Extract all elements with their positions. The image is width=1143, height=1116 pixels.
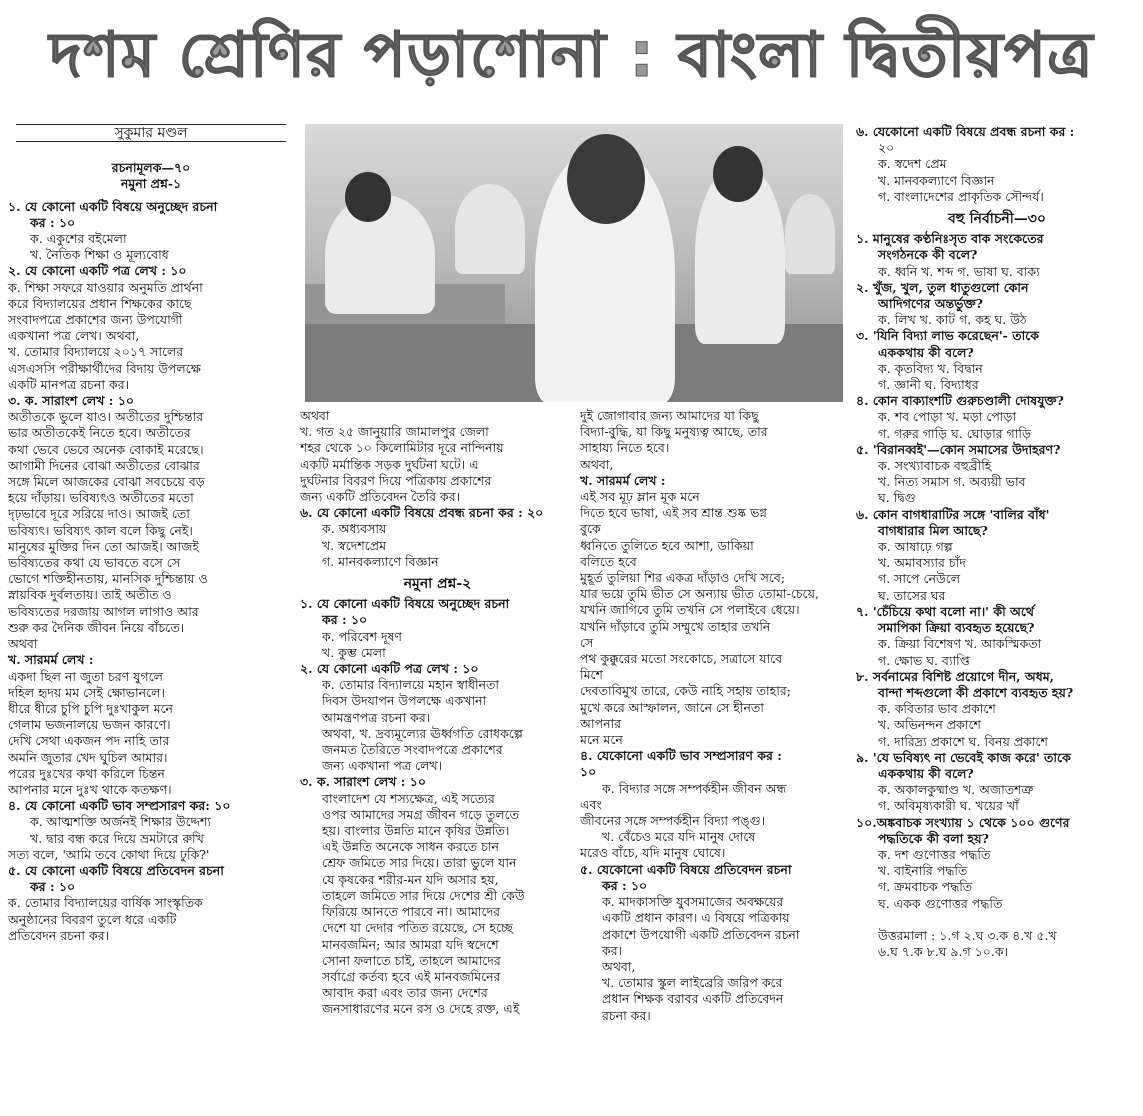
- column-4: [856, 124, 1138, 960]
- author-name: সুকুমার মণ্ডল: [114, 125, 188, 141]
- text-line: দহিল হৃদয় মম সেই ক্ষোভানলে।: [8, 684, 165, 700]
- text-line: বিদ্যা-বুদ্ধি, যা কিছু মনুষ্যত্ব আছে, তার: [580, 424, 768, 440]
- set-heading: নমুনা প্রশ্ন-১: [120, 176, 182, 192]
- question-line: ১০: [580, 764, 597, 780]
- question-line: ৫. যেকোনো একটি বিষয়ে প্রতিবেদন রচনা: [580, 861, 792, 877]
- text-line: দিবস উদযাপন উপলক্ষে একখানা: [322, 693, 487, 709]
- text-line: সে: [580, 634, 594, 650]
- text-line: খ. অভিনন্দন প্রকাশে: [878, 717, 981, 733]
- question-line: এককথায় কী বলে?: [878, 344, 974, 360]
- question-line: বাগধারার মিল আছে?: [878, 522, 988, 538]
- text-line: যখনি জাগিবে তুমি তখনি সে পলাইবে ধেয়ে।: [580, 602, 800, 618]
- text-line: মানবজমিন; আর আমরা যদি স্বদেশে: [322, 936, 499, 952]
- text-line: একদা ছিল না জুতা চরণ যুগলে: [8, 668, 163, 684]
- text-line: এই সব মূঢ় ম্লান মূক মনে: [580, 489, 700, 505]
- question-line: সংগঠনকে কী বলে?: [878, 247, 978, 263]
- text-line: ক. শব পোড়া খ. মড়া পোড়া: [878, 409, 1017, 425]
- text-line: অথবা: [300, 408, 330, 423]
- text-line: গ. মানবকল্যাণে বিজ্ঞান: [322, 553, 439, 569]
- column-1: [8, 124, 294, 944]
- text-line: ক. তোমার বিদ্যালয়ে মহান স্বাধীনতা: [322, 677, 500, 693]
- question-line: ১. যে কোনো একটি বিষয়ে অনুচ্ছেদ রচনা: [300, 596, 510, 612]
- text-line: ক. আত্মশক্তি অর্জনই শিক্ষার উদ্দেশ্য: [30, 814, 211, 830]
- text-line: পথ কুক্কুরের মতো সংকোচে, সত্রাসে যাবে: [580, 651, 783, 667]
- column-1-body: [8, 199, 294, 944]
- text-line: দেবতাবিমুখ তারে, কেউ নাহি সহায় তাহার;: [580, 683, 791, 699]
- text-line: সর্বাগ্রে কর্তব্য হবে এই মানবজমিনের: [322, 968, 501, 984]
- text-line: সাহায্য নিতে হবে।: [580, 440, 670, 456]
- text-line: ক. কবিতার ভাব প্রকাশে: [878, 701, 996, 717]
- text-line: দৃঢ়ভাবে দূরে সরিয়ে দাও। আজই তো: [8, 506, 190, 522]
- text-line: ঘ. তাসের ঘর: [878, 587, 946, 603]
- text-line: উত্তরমালা : ১.গ ২.ঘ ৩.ক ৪.খ ৫.খ: [878, 927, 1057, 943]
- author-rule-bottom: [16, 141, 286, 142]
- question-line: ৩. 'যিনি বিদ্যা লাভ করেছেন'- তাকে: [856, 328, 1039, 344]
- text-line: দেখি সেথা একজন পদ নাহি তার: [8, 733, 170, 749]
- text-line: ক. পরিবেশ দূষণ: [322, 628, 402, 644]
- text-line: ক. অধ্যবসায়: [322, 521, 387, 537]
- text-line: দেশে যা দেদার পতিত রয়েছে, সে হচ্ছে: [322, 920, 513, 936]
- text-line: যে কৃষকের শরীর-মন যদি অসার হয়,: [322, 871, 499, 887]
- text-line: আবাদ করা এবং তার জন্য দেশের: [322, 985, 488, 1001]
- text-line: ক. তোমার বিদ্যালয়ের বার্ষিক সাংস্কৃতিক: [8, 895, 203, 911]
- text-line: সোনা ফলাতে চাই, তাহলে আমাদের: [322, 952, 501, 968]
- text-line: সত্য বলে, 'আমি তবে কোথা দিয়ে ঢুকি?': [8, 846, 210, 862]
- text-line: অথবা,: [602, 958, 636, 974]
- text-line: অথবা,: [580, 456, 614, 472]
- text-line: তাহলে জমিতে সার দিয়ে দেশের শ্রী কেউ: [322, 887, 525, 903]
- question-line: ৭. 'চেঁচিয়ে কথা বলো না।' কী অর্থে: [856, 603, 1034, 619]
- question-line: ৩. ক. সারাংশ লেখ : ১০: [8, 393, 134, 409]
- text-line: আমন্ত্রণপত্র রচনা কর।: [322, 709, 431, 725]
- question-line: ৯. 'যে ভবিষ্যৎ না ভেবেই কাজ করে' তাকে: [856, 749, 1071, 765]
- text-line: সঙ্গে মিলে আজকের বোঝা সবচেয়ে বড়: [8, 474, 205, 490]
- question-line: ৫. 'বিরানব্বই'—কোন সমাসের উদাহরণ?: [856, 441, 1061, 457]
- text-line: গ. অবিমৃষ্যকারী ঘ. খয়ের খাঁ: [878, 798, 1019, 814]
- text-line: খ. বেঁচেও মরে যদি মানুষ দোষে: [602, 829, 756, 845]
- text-line: রচনা কর।: [602, 1007, 651, 1023]
- text-line: খ. অমাবস্যার চাঁদ: [878, 555, 966, 571]
- text-line: শহর থেকে ১০ কিলোমিটার দূরে নান্দিনায়: [300, 440, 504, 456]
- text-line: এই উন্নতি অনেকে সাধন করতে চান: [322, 839, 499, 855]
- text-line: জীবনের সঙ্গে সম্পর্কহীন বিদ্যা পঙ্গু।: [580, 813, 766, 829]
- question-line: এককথায় কী বলে?: [878, 765, 974, 781]
- text-line: গ. ক্ষোভ ঘ. ব্যাপ্তি: [878, 652, 970, 668]
- text-line: ঘ. দ্বিগু: [878, 490, 916, 506]
- photo-student-head: [345, 172, 391, 222]
- text-line: জন্য একখানা পত্র লেখ।: [322, 758, 443, 774]
- text-line: ক. আষাঢ়ে গল্প: [878, 539, 953, 555]
- text-line: ক. বিদ্যার সঙ্গে সম্পর্কহীন জীবন অন্ধ: [602, 780, 787, 796]
- text-line: অনুষ্ঠানের বিবরণ তুলে ধরে একটি: [8, 911, 177, 927]
- text-line: ভবিষ্যৎ। ভবিষ্যৎ কাল বলে কিছু নেই।: [8, 522, 193, 538]
- question-line: কর : ১০: [30, 879, 76, 895]
- text-line: জনসাধারণের মনে রস ও দেহে রক্ত, এই: [322, 1001, 520, 1017]
- text-line: মনে মনে: [580, 732, 623, 748]
- text-line: ক. ধ্বনি খ. শব্দ গ. ভাষা ঘ. বাক্য: [878, 263, 1040, 279]
- text-line: গ. জ্ঞানী ঘ. বিদ্যাধর: [878, 377, 979, 393]
- text-line: এসএসসি পরীক্ষার্থীদের বিদায় উপলক্ষে: [8, 360, 201, 376]
- text-line: দুর্ঘটনার বিবরণ দিয়ে পত্রিকায় প্রকাশের: [300, 472, 492, 488]
- text-line: আপনার মনে দুঃখ থাকে কতক্ষণ।: [8, 781, 172, 797]
- text-line: অতীতকে ভুলে যাও। অতীতের দুশ্চিন্তার: [8, 409, 204, 425]
- text-line: ধ্বনিতে তুলিতে হবে আশা, ডাকিয়া: [580, 537, 754, 553]
- text-line: প্রতিবেদন রচনা কর।: [8, 927, 110, 943]
- text-line: মুখে করে আস্ফালন, জানে সে হীনতা: [580, 699, 764, 715]
- text-line: গ. দারিদ্র্য প্রকাশে ঘ. বিনয় প্রকাশে: [878, 733, 1048, 749]
- text-line: গেলাম ভজনালয়ে ভজন কারণে।: [8, 717, 171, 733]
- question-line: ১. যে কোনো একটি বিষয়ে অনুচ্ছেদ রচনা: [8, 198, 218, 214]
- text-line: ক. স্বদেশ প্রেম: [878, 156, 947, 172]
- text-line: একটি প্রধান কারণ। এ বিষয়ে পত্রিকায়: [602, 910, 790, 926]
- text-line: একটি মানপত্র রচনা কর।: [8, 376, 130, 392]
- text-line: ভবিষ্যতের কথা যে ভাবতে বসে সে: [8, 555, 181, 571]
- text-line: বাংলাদেশ যে শস্যক্ষেত্র, এই সত্যের: [322, 790, 495, 806]
- text-line: বুকে: [580, 521, 601, 537]
- text-line: গ. গরুর গাড়ি ঘ. ঘোড়ার গাড়ি: [878, 425, 1031, 441]
- exam-hall-photo: [305, 124, 843, 402]
- text-line: যখনি দাঁড়াবে তুমি সম্মুখে তাহার তখনি: [580, 618, 771, 634]
- text-line: প্রধান শিক্ষক বরাবর একটি প্রতিবেদন: [602, 991, 784, 1007]
- question-line: খ. সারমর্ম লেখ :: [8, 652, 94, 668]
- text-line: খ. তোমার স্কুল লাইব্রেরি জরিপ করে: [602, 975, 783, 991]
- text-line: অমনি জুতার খেদ ঘুচিল আমার।: [8, 749, 168, 765]
- text-line: এবং: [580, 796, 602, 812]
- text-line: একখানা পত্র লেখ। অথবা,: [8, 328, 140, 344]
- page-title-text: দশম শ্রেণির পড়াশোনা : বাংলা দ্বিতীয়পত্র: [49, 17, 1094, 91]
- question-line: ৪. কোন বাক্যাংশটি গুরুচণ্ডালী দোষযুক্ত?: [856, 393, 1064, 409]
- question-line: সমাপিকা ক্রিয়া ব্যবহৃত হয়েছে?: [878, 620, 1035, 636]
- text-line: কথা ভেবে ভেবে অনেক বোকাই মরেছে।: [8, 441, 204, 457]
- text-line: খ. বাইনারি পদ্ধতি: [878, 863, 968, 879]
- text-line: ভোগে শক্তিহীনতায়, মানসিক দুশ্চিন্তায় ও: [8, 571, 208, 587]
- text-line: ক. দশ গুণোত্তর পদ্ধতি: [878, 846, 991, 862]
- question-line: ৪. যে কোনো একটি ভাব সম্প্রসারণ কর: ১০: [8, 798, 231, 814]
- text-line: ক. লিখ খ. কাট গ. কহ ঘ. উঠ: [878, 312, 1027, 328]
- text-line: ক. একুশের বইমেলা: [30, 231, 127, 247]
- text-line: একটি মর্মান্তিক সড়ক দুর্ঘটনা ঘটে। এ: [300, 456, 479, 472]
- question-line: কর : ১০: [30, 214, 76, 230]
- text-line: বলিতে হবে: [580, 553, 637, 569]
- text-line: আপনার: [580, 715, 622, 731]
- text-line: ধীরে ধীরে চুপি চুপি দুঃখাকুল মনে: [8, 700, 173, 716]
- text-line: গ. সাপে নেউলে: [878, 571, 961, 587]
- question-line: কর : ১০: [322, 612, 368, 628]
- text-line: ওপর আমাদের সমগ্র জীবন গড়ে তুলতে: [322, 806, 520, 822]
- text-line: আগামী দিনের বোঝা অতীতের বোঝার: [8, 457, 200, 473]
- text-line: খ. দ্বার বন্ধ করে দিয়ে ভ্রমটারে রুখি: [30, 830, 204, 846]
- question-line: আদিগণের অন্তর্ভুক্ত?: [878, 296, 983, 312]
- question-line: ৬. যে কোনো একটি বিষয়ে প্রবন্ধ রচনা কর : ২০: [300, 505, 544, 521]
- text-line: [856, 912, 1138, 928]
- question-line: ২. খুঁজ, খুল, তুল ধাতুগুলো কোন: [856, 279, 1029, 295]
- text-line: খ. মানবকল্যাণে বিজ্ঞান: [878, 172, 995, 188]
- photo-student: [785, 194, 835, 274]
- question-line: ৪. যেকোনো একটি ভাব সম্প্রসারণ কর :: [580, 748, 782, 764]
- text-line: মিশে: [580, 667, 603, 683]
- question-line: কর : ১০: [602, 877, 648, 893]
- question-line: খ. সারমর্ম লেখ :: [580, 472, 666, 488]
- text-line: ক. অকালকুষ্মাণ্ড খ. অজাতশত্রু: [878, 782, 1034, 798]
- page-title: [0, 0, 1143, 118]
- text-line: অথবা: [8, 636, 38, 652]
- text-line: খ. নিত্য সমাস গ. অব্যয়ী ভাব: [878, 474, 1026, 490]
- text-line: ঘ. একক গুণোত্তর পদ্ধতি: [878, 895, 1003, 911]
- text-line: সংবাদপত্রে প্রকাশের জন্য উপযোগী: [8, 312, 183, 328]
- text-line: খ. গত ২৫ জানুয়ারি জামালপুর জেলা: [300, 424, 489, 440]
- text-line: ভার অতীতকেই নিতে হবে। অতীতের: [8, 425, 191, 441]
- question-line: ২. যে কোনো একটি পত্র লেখ : ১০: [8, 263, 187, 279]
- text-line: খ. তোমার বিদ্যালয়ে ২০১৭ সালের: [8, 344, 184, 360]
- section-heading: নমুনা প্রশ্ন-২: [403, 576, 472, 593]
- text-line: মানুষের মুক্তির দিন তো আজই। আজই: [8, 538, 199, 554]
- text-line: প্রকাশে উপযোগী একটি প্রতিবেদন রচনা: [602, 926, 800, 942]
- question-line: বান্দা শব্দগুলো কী প্রকাশে ব্যবহৃত হয়?: [878, 684, 1074, 700]
- question-line: ৬. যেকোনো একটি বিষয়ে প্রবন্ধ রচনা কর :: [856, 124, 1075, 139]
- text-line: ২০: [878, 140, 895, 156]
- photo-student-head: [713, 146, 763, 202]
- question-line: ১০.অঙ্কবাচক সংখ্যায় ১ থেকে ১০০ গুণের: [856, 814, 1070, 830]
- text-line: জনমত তৈরিতে সংবাদপত্রে প্রকাশের: [322, 742, 503, 758]
- section-heading: রচনামূলক—৭০: [111, 160, 191, 176]
- text-line: মুহূর্ত তুলিয়া শির একত্র দাঁড়াও দেখি সবে;: [580, 570, 786, 586]
- text-line: দুই জোগাবার জন্য আমাদের যা কিছু: [580, 408, 759, 423]
- column-3: [580, 408, 848, 1024]
- text-line: খ. স্বদেশপ্রেম: [322, 537, 387, 553]
- text-line: ক. ক্রিয়া বিশেষণ খ. আকস্মিকতা: [878, 636, 1042, 652]
- text-line: মরেও বাঁচে, যদি মানুষ ঘোষে।: [580, 845, 726, 861]
- text-line: পরের দুঃখের কথা করিলে চিন্তন: [8, 765, 165, 781]
- text-line: যার ভয়ে তুমি ভীত সে অন্যায় ভীত তোমা-চেয়ে,: [580, 586, 819, 602]
- text-line: খ. নৈতিক শিক্ষা ও মূল্যবোধ: [30, 247, 169, 263]
- photo-student: [455, 184, 525, 274]
- text-line: ক. কৃতবিদ্য খ. বিদ্বান: [878, 360, 983, 376]
- text-line: অথবা, খ. দ্রব্যমূল্যের ঊর্ধ্বগতি রোধকল্পে: [322, 725, 523, 741]
- text-line: দিতে হবে ভাষা, এই সব শ্রান্ত শুষ্ক ভগ্ন: [580, 505, 767, 521]
- text-line: গ. বাংলাদেশের প্রাকৃতিক সৌন্দর্য।: [878, 188, 1044, 204]
- question-line: ৬. কোন বাগধারাটির সঙ্গে 'বালির বাঁধ': [856, 506, 1050, 522]
- text-line: খ. কুম্ভ মেলা: [322, 644, 386, 660]
- text-line: গ. ক্রমবাচক পদ্ধতি: [878, 879, 973, 895]
- photo-student-head: [567, 134, 645, 224]
- text-line: করে বিদ্যালয়ের প্রধান শিক্ষকের কাছে: [8, 295, 192, 311]
- text-line: ক. শিক্ষা সফরে যাওয়ার অনুমতি প্রার্থনা: [8, 279, 203, 295]
- question-line: ৩. ক. সারাংশ লেখ : ১০: [300, 774, 426, 790]
- question-line: ৮. সর্বনামের বিশিষ্ট প্রয়োগে দীন, অধম,: [856, 668, 1054, 684]
- question-line: ২. যে কোনো একটি পত্র লেখ : ১০: [300, 661, 479, 677]
- text-line: স্নায়বিক দুর্বলতায়। তাই অতীত ও: [8, 587, 172, 603]
- question-line: পদ্ধতিকে কী বলা হয়?: [878, 830, 989, 846]
- column-2: [300, 408, 575, 1018]
- text-line: হয়ে দাঁড়ায়। ভবিষ্যৎও অতীতের মতো: [8, 490, 194, 506]
- text-line: শুরু কর দৈনিক জীবন নিয়ে বাঁচতে।: [8, 619, 185, 635]
- text-line: ভবিষ্যতের দরজায় আগল লাগাও আর: [8, 603, 199, 619]
- text-line: ক. মাদকাসক্তি যুবসমাজের অবক্ষয়ের: [602, 894, 784, 910]
- section-heading: বহু নির্বাচনী—৩০: [948, 211, 1046, 228]
- text-line: ৬.ঘ ৭.ক ৮.ঘ ৯.গ ১০.ক।: [878, 944, 1009, 960]
- text-line: জন্য একটি প্রতিবেদন তৈরি কর।: [300, 489, 461, 505]
- text-line: হয়। বাংলার উন্নতি মানে কৃষির উন্নতি।: [322, 823, 510, 839]
- text-line: ক. সংখ্যাবাচক বহুব্রীহি: [878, 458, 992, 474]
- text-line: কর।: [602, 942, 623, 958]
- question-line: ১. মানুষের কণ্ঠনিঃসৃত বাক সংকেতের: [856, 231, 1044, 247]
- text-line: ফিরিয়ে আনতে পারবে না। আমাদের: [322, 904, 501, 920]
- text-line: শ্রেফ জমিতে সার দিয়ে। তারা ভুলে যান: [322, 855, 517, 871]
- question-line: ৫. যে কোনো একটি বিষয়ে প্রতিবেদন রচনা: [8, 862, 224, 878]
